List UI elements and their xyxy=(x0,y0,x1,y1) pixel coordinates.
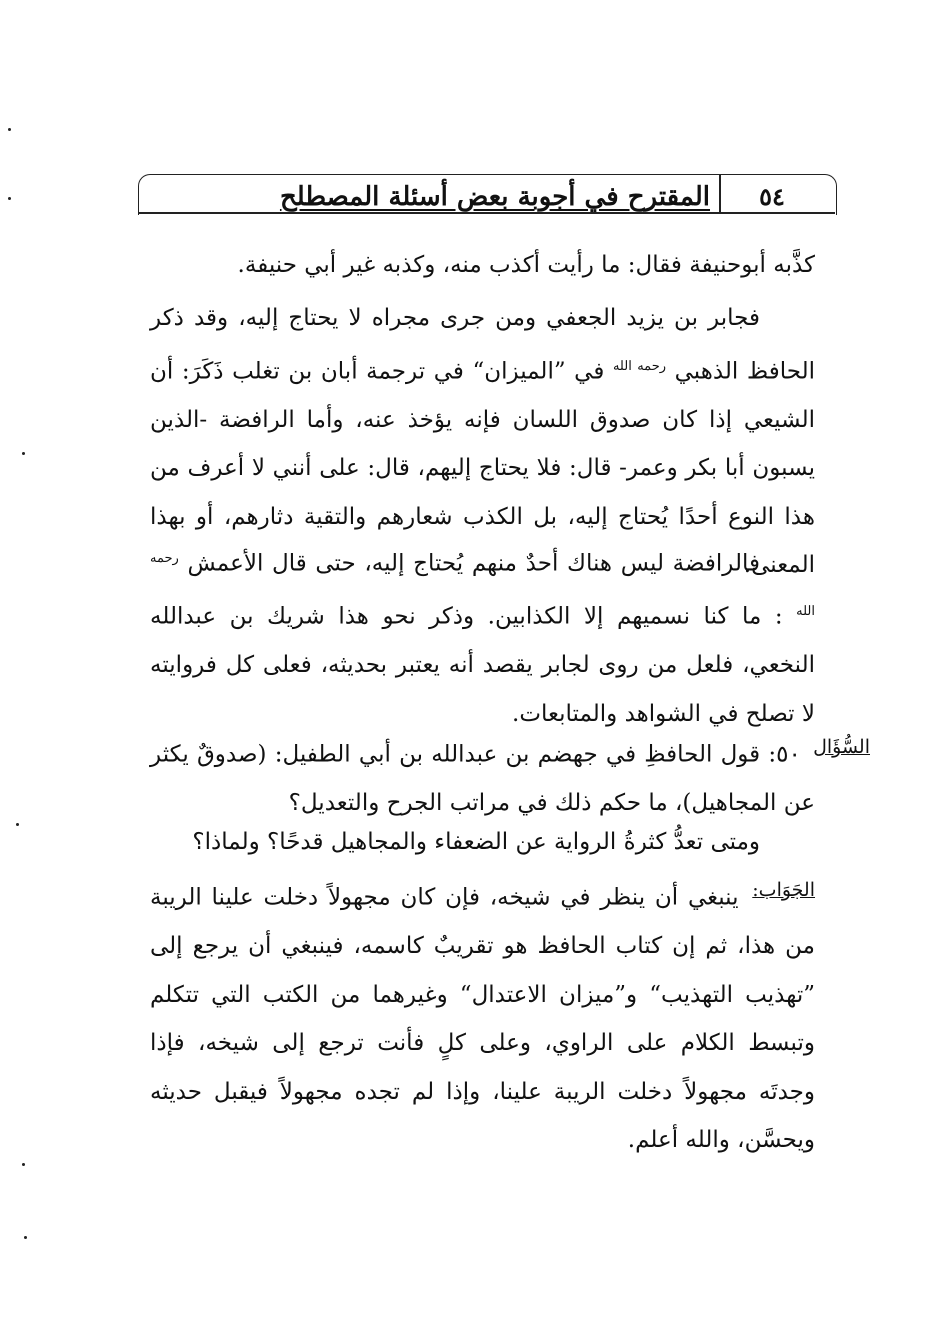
question-followup xyxy=(150,818,815,867)
scan-speck xyxy=(8,197,11,200)
scan-speck xyxy=(16,823,19,826)
honorific-glyph: رحمه الله xyxy=(150,551,816,620)
answer-text: ينبغي أن ينظر في شيخه، فإن كان مجهولاً دخلت علينا الريبة من هذا، ثم إن كتاب الحافظ هو تقريبٌ كاسمه، فينبغي أن يرجع إلى ”تهذيب التهذيب“ و”ميزان الاعتدال“ وغيرهما من الكتب التي تتكلم وتبسط الكلام على الراوي، وعلى كلٍ فأنت ترجع إلى شيخه، فإذا وجدتَه مجهولاً دخلت الريبة علينا، وإذا لم تجده مجهولاً فيقبل حديثه ويحسَّن، والله أعلم. xyxy=(150,884,815,1154)
paragraph-text: كذَّبه أبوحنيفة فقال: ما رأيت أكذب منه، وكذبه غير أبي حنيفة. xyxy=(237,252,815,278)
question-number: ٥٠: xyxy=(768,741,801,768)
paragraph-text: فالرافضة ليس هناك أحدٌ منهم يُحتاج إليه، حتى قال الأعمش xyxy=(187,550,760,577)
scan-speck xyxy=(8,128,11,131)
question-block xyxy=(150,723,870,828)
question-label: السُّؤَال xyxy=(813,736,870,758)
paragraph-text: في ”الميزان“ في ترجمة أبان بن تغلب ذَكَرَ: أن الشيعي إذا كان صدوق اللسان فإنه يؤخذ عنه، وأما الرافضة -الذين يسبون أبا بكر وعمر- قال: فلا يحتاج إليهم، قال: على أنني لا أعرف من هذا النوع أحدًا يُحتاج إليه، بل الكذب شعارهم والتقية دثارهم، أو بهذا المعنى. xyxy=(150,358,815,579)
paragraph-continuation xyxy=(150,241,815,290)
scan-speck xyxy=(22,1163,25,1166)
running-header-divider xyxy=(719,174,721,214)
answer-block xyxy=(150,866,815,1165)
running-header-title: المقترح في أجوبة بعض أسئلة المصطلح xyxy=(279,182,710,212)
paragraph-text: ومتى تعدُّ كثرةُ الرواية عن الضعفاء والمجاهيل قدحًا؟ ولماذا؟ xyxy=(192,829,760,855)
answer-label: الجَوَاب: xyxy=(752,879,815,901)
scan-speck xyxy=(24,1236,27,1239)
paragraph-rafida xyxy=(150,535,815,738)
honorific-glyph: رحمه الله xyxy=(612,358,667,374)
paragraph-text: : ما كنا نسميهم إلا الكذابين. وذكر نحو هذا شريك بن عبدالله النخعي، فلعل من روى لجابر يقصد أنه يعتبر بحديثه، فعلى كل فروايته لا تصلح في الشواهد والمتابعات. xyxy=(150,603,815,727)
page-number: ٥٤ xyxy=(759,182,785,211)
scan-speck xyxy=(22,452,25,455)
question-text: قول الحافظِ في جهضم بن عبدالله بن أبي الطفيل: (صدوقٌ يكثر عن المجاهيل)، ما حكم ذلك في مراتب الجرح والتعديل؟ xyxy=(150,741,815,817)
paragraph-text: فجابر بن يزيد الجعفي ومن جرى مجراه لا يحتاج إليه، وقد ذكر الحافظ الذهبي xyxy=(150,305,815,385)
